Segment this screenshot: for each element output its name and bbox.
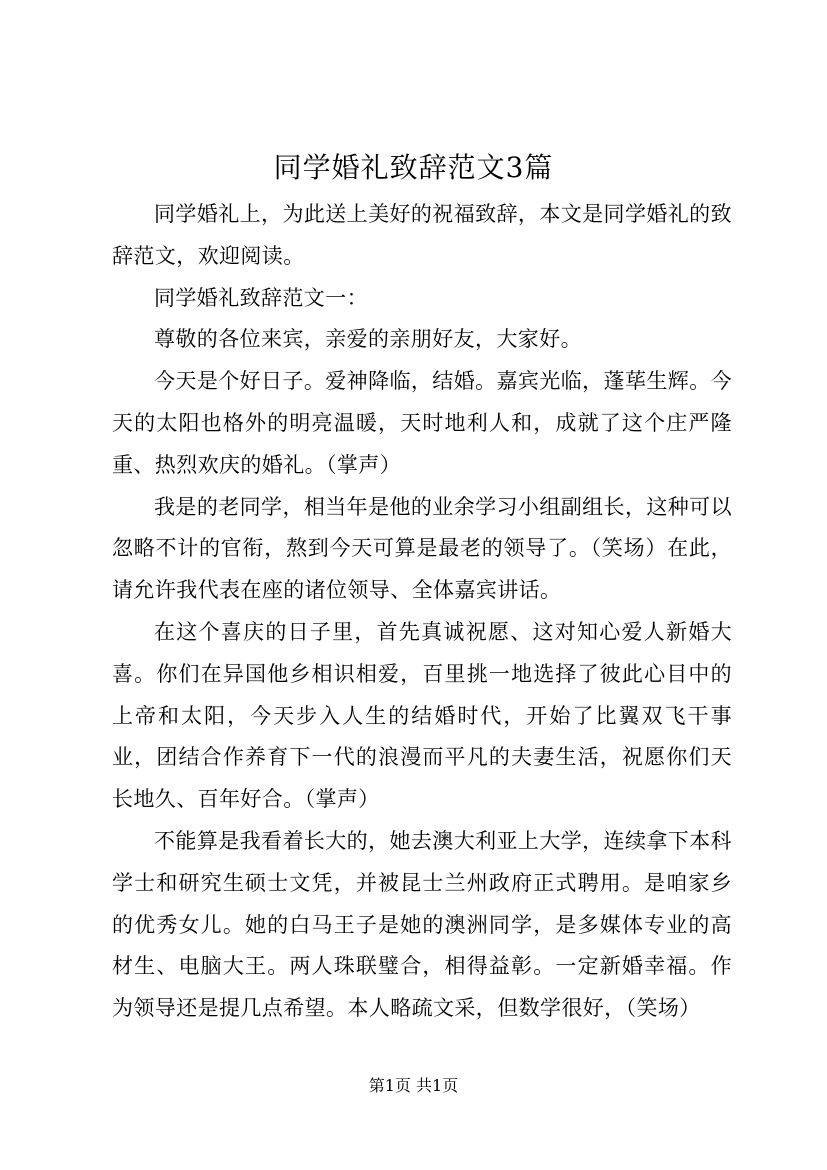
greeting-paragraph: 尊敬的各位来宾，亲爱的亲朋好友，大家好。	[154, 327, 582, 352]
body-paragraph: 今天是个好日子。爱神降临，结婚。嘉宾光临，蓬荜生辉。今天的太阳也格外的明亮温暖，天时地利人和，成就了这个庄严隆重、热烈欢庆的婚礼。（掌声）	[112, 369, 732, 477]
intro-paragraph: 同学婚礼上，为此送上美好的祝福致辞，本文是同学婚礼的致辞范文，欢迎阅读。	[112, 202, 732, 268]
body-paragraph: 不能算是我看着长大的，她去澳大利亚上大学，连续拿下本科学士和研究生硕士文凭，并被昆士兰州政府正式聘用。是咱家乡的优秀女儿。她的白马王子是她的澳洲同学，是多媒体专业的高材生、电脑大王。两人珠联璧合，相得益彰。一定新婚幸福。作为领导还是提几点希望。本人略疏文采，但数学很好，（笑场）	[112, 828, 732, 1021]
body-paragraph: 在这个喜庆的日子里，首先真诚祝愿、这对知心爱人新婚大喜。你们在异国他乡相识相爱，百里挑一地选择了彼此心目中的上帝和太阳，今天步入人生的结婚时代，开始了比翼双飞干事业，团结合作养育下一代的浪漫而平凡的夫妻生活，祝愿你们天长地久、百年好合。（掌声）	[112, 619, 732, 812]
page-footer: 第1页 共1页	[368, 1076, 459, 1095]
document-body	[112, 194, 732, 1030]
section-heading: 同学婚礼致辞范文一：	[154, 285, 368, 310]
document-title: 同学婚礼致辞范文3篇	[273, 151, 554, 184]
body-paragraph: 我是的老同学，相当年是他的业余学习小组副组长，这种可以忽略不计的官衔，熬到今天可算是最老的领导了。（笑场）在此，请允许我代表在座的诸位领导、全体嘉宾讲话。	[112, 494, 732, 603]
